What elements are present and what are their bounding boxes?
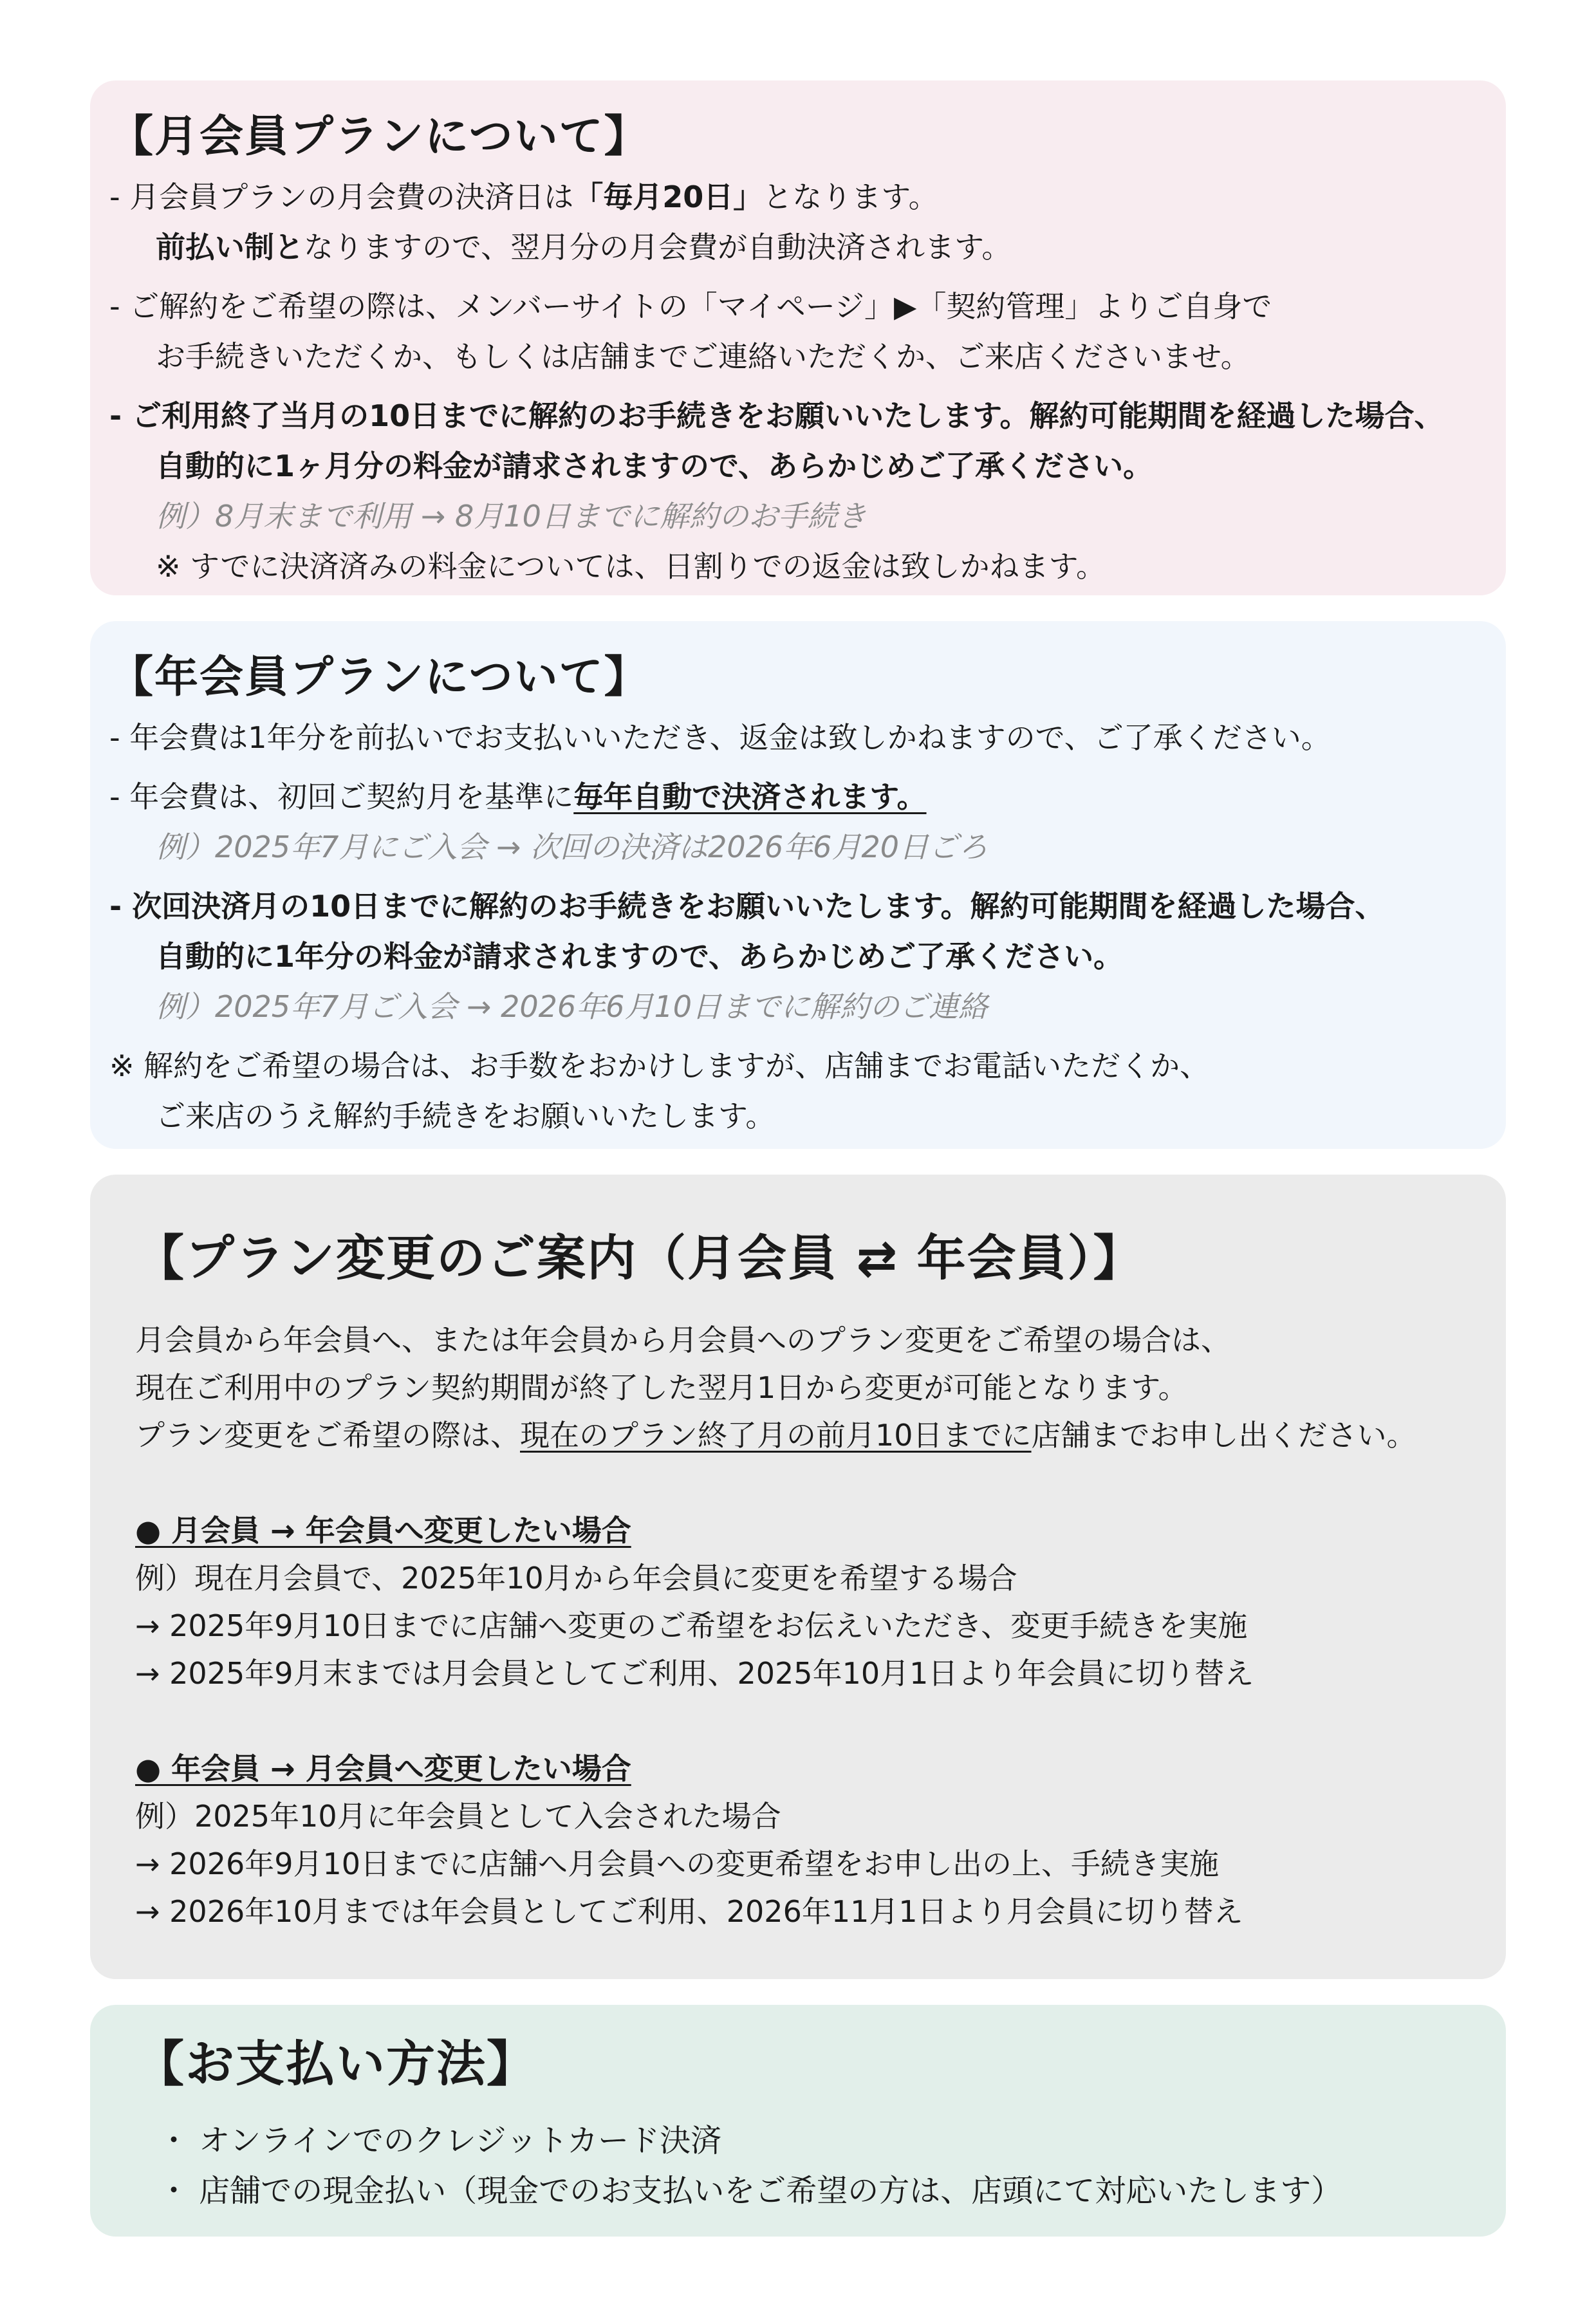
monthly-to-annual-step-1: → 2025年9月10日までに店舗へ変更のご希望をお伝えいただき、変更手続きを実施 — [135, 1608, 1248, 1643]
monthly-deadline-example: 例）8月末まで利用 → 8月10日までに解約のお手続き — [156, 499, 867, 534]
annual-to-monthly-heading: ● 年会員 → 月会員へ変更したい場合 — [135, 1751, 631, 1786]
monthly-deadline-item — [109, 391, 1506, 591]
monthly-plan-title: 【月会員プランについて】 — [109, 111, 649, 162]
annual-plan-title: 【年会員プランについて】 — [109, 652, 649, 703]
monthly-cancel-item — [109, 281, 1506, 382]
annual-prepay-item — [109, 712, 1506, 763]
monthly-to-annual-example: 例）現在月会員で、2025年10月から年会員に変更を希望する場合 — [135, 1561, 1017, 1596]
monthly-cancel-line-1: - ご解約をご希望の際は、メンバーサイトの「マイページ」▶「契約管理」よりご自身で — [109, 289, 1272, 324]
prepaid-text: なりますので、翌月分の月会費が自動決済されます。 — [304, 230, 1012, 265]
monthly-deadline-line-2: 自動的に1ヶ月分の料金が請求されますので、あらかじめご了承ください。 — [156, 449, 1153, 483]
monthly-plan-section — [90, 80, 1506, 595]
annual-auto-emphasis: 毎年自動で決済されます。 — [573, 779, 927, 814]
monthly-payment-text: - 月会員プランの月会費の決済日は — [109, 180, 574, 214]
plan-change-para-2: 現在ご利用中のプラン契約期間が終了した翌月1日から変更が可能となります。 — [135, 1370, 1188, 1405]
annual-to-monthly-step-2: → 2026年10月までは年会員としてご利用、2026年11月1日より月会員に切り替え — [135, 1894, 1243, 1929]
annual-auto-text: - 年会費は、初回ご契約月を基準に — [109, 779, 574, 814]
annual-plan-section — [90, 621, 1506, 1149]
monthly-payment-date-item — [109, 172, 1506, 272]
payment-method-title: 【お支払い方法】 — [135, 2035, 537, 2092]
prepaid-label: 前払い制と — [156, 230, 304, 265]
annual-auto-payment-item — [109, 772, 1506, 872]
monthly-payment-date: 「毎月20日」 — [573, 180, 763, 214]
plan-change-para-3a: プラン変更をご希望の際は、 — [135, 1418, 520, 1453]
annual-deadline-line-1: - 次回決済月の10日までに解約のお手続きをお願いいたします。解約可能期間を経過した場合、 — [109, 889, 1385, 924]
plan-change-para-3c: 店舗までお申し出ください。 — [1031, 1418, 1416, 1453]
annual-deadline-line-2: 自動的に1年分の料金が請求されますので、あらかじめご了承ください。 — [156, 939, 1124, 974]
annual-cancel-note — [109, 1041, 1506, 1141]
plan-change-para-1: 月会員から年会員へ、または年会員から月会員へのプラン変更をご希望の場合は、 — [135, 1323, 1230, 1357]
plan-change-deadline: 現在のプラン終了月の前月10日までに — [520, 1418, 1032, 1453]
annual-auto-example: 例）2025年7月にご入会 → 次回の決済は2026年6月20日ごろ — [156, 830, 988, 864]
annual-deadline-example: 例）2025年7月ご入会 → 2026年6月10日までに解約のご連絡 — [156, 989, 988, 1024]
payment-method-section — [90, 2005, 1506, 2237]
payment-item-card: ・ オンラインでのクレジットカード決済 — [158, 2123, 722, 2159]
annual-prepay-line: - 年会費は1年分を前払いでお支払いいただき、返金は致しかねますので、ご了承ください。 — [109, 720, 1331, 755]
annual-to-monthly-step-1: → 2026年9月10日までに店舗へ月会員への変更希望をお申し出の上、手続き実施 — [135, 1847, 1220, 1881]
monthly-deadline-line-1: - ご利用終了当月の10日までに解約のお手続きをお願いいたします。解約可能期間を経過した場合、 — [109, 398, 1444, 433]
monthly-payment-text-end: となります。 — [763, 180, 938, 214]
monthly-refund-note: ※ すでに決済済みの料金については、日割りでの返金は致しかねます。 — [156, 549, 1106, 584]
annual-to-monthly-example: 例）2025年10月に年会員として入会された場合 — [135, 1799, 781, 1834]
payment-item-cash: ・ 店舗での現金払い（現金でのお支払いをご希望の方は、店頭にて対応いたします） — [158, 2173, 1342, 2209]
annual-note-line-2: ご来店のうえ解約手続きをお願いいたします。 — [156, 1099, 775, 1133]
monthly-to-annual-heading: ● 月会員 → 年会員へ変更したい場合 — [135, 1513, 631, 1548]
monthly-cancel-line-2: お手続きいただくか、もしくは店舗までご連絡いただくか、ご来店くださいませ。 — [156, 339, 1250, 374]
annual-deadline-item — [109, 881, 1506, 1032]
plan-change-section — [90, 1175, 1506, 1979]
monthly-to-annual-step-2: → 2025年9月末までは月会員としてご利用、2025年10月1日より年会員に切り替え — [135, 1656, 1254, 1691]
plan-change-title: 【プラン変更のご案内（月会員 ⇄ 年会員）】 — [135, 1229, 1144, 1287]
annual-note-line-1: ※ 解約をご希望の場合は、お手数をおかけしますが、店舗までお電話いただくか、 — [109, 1048, 1210, 1083]
